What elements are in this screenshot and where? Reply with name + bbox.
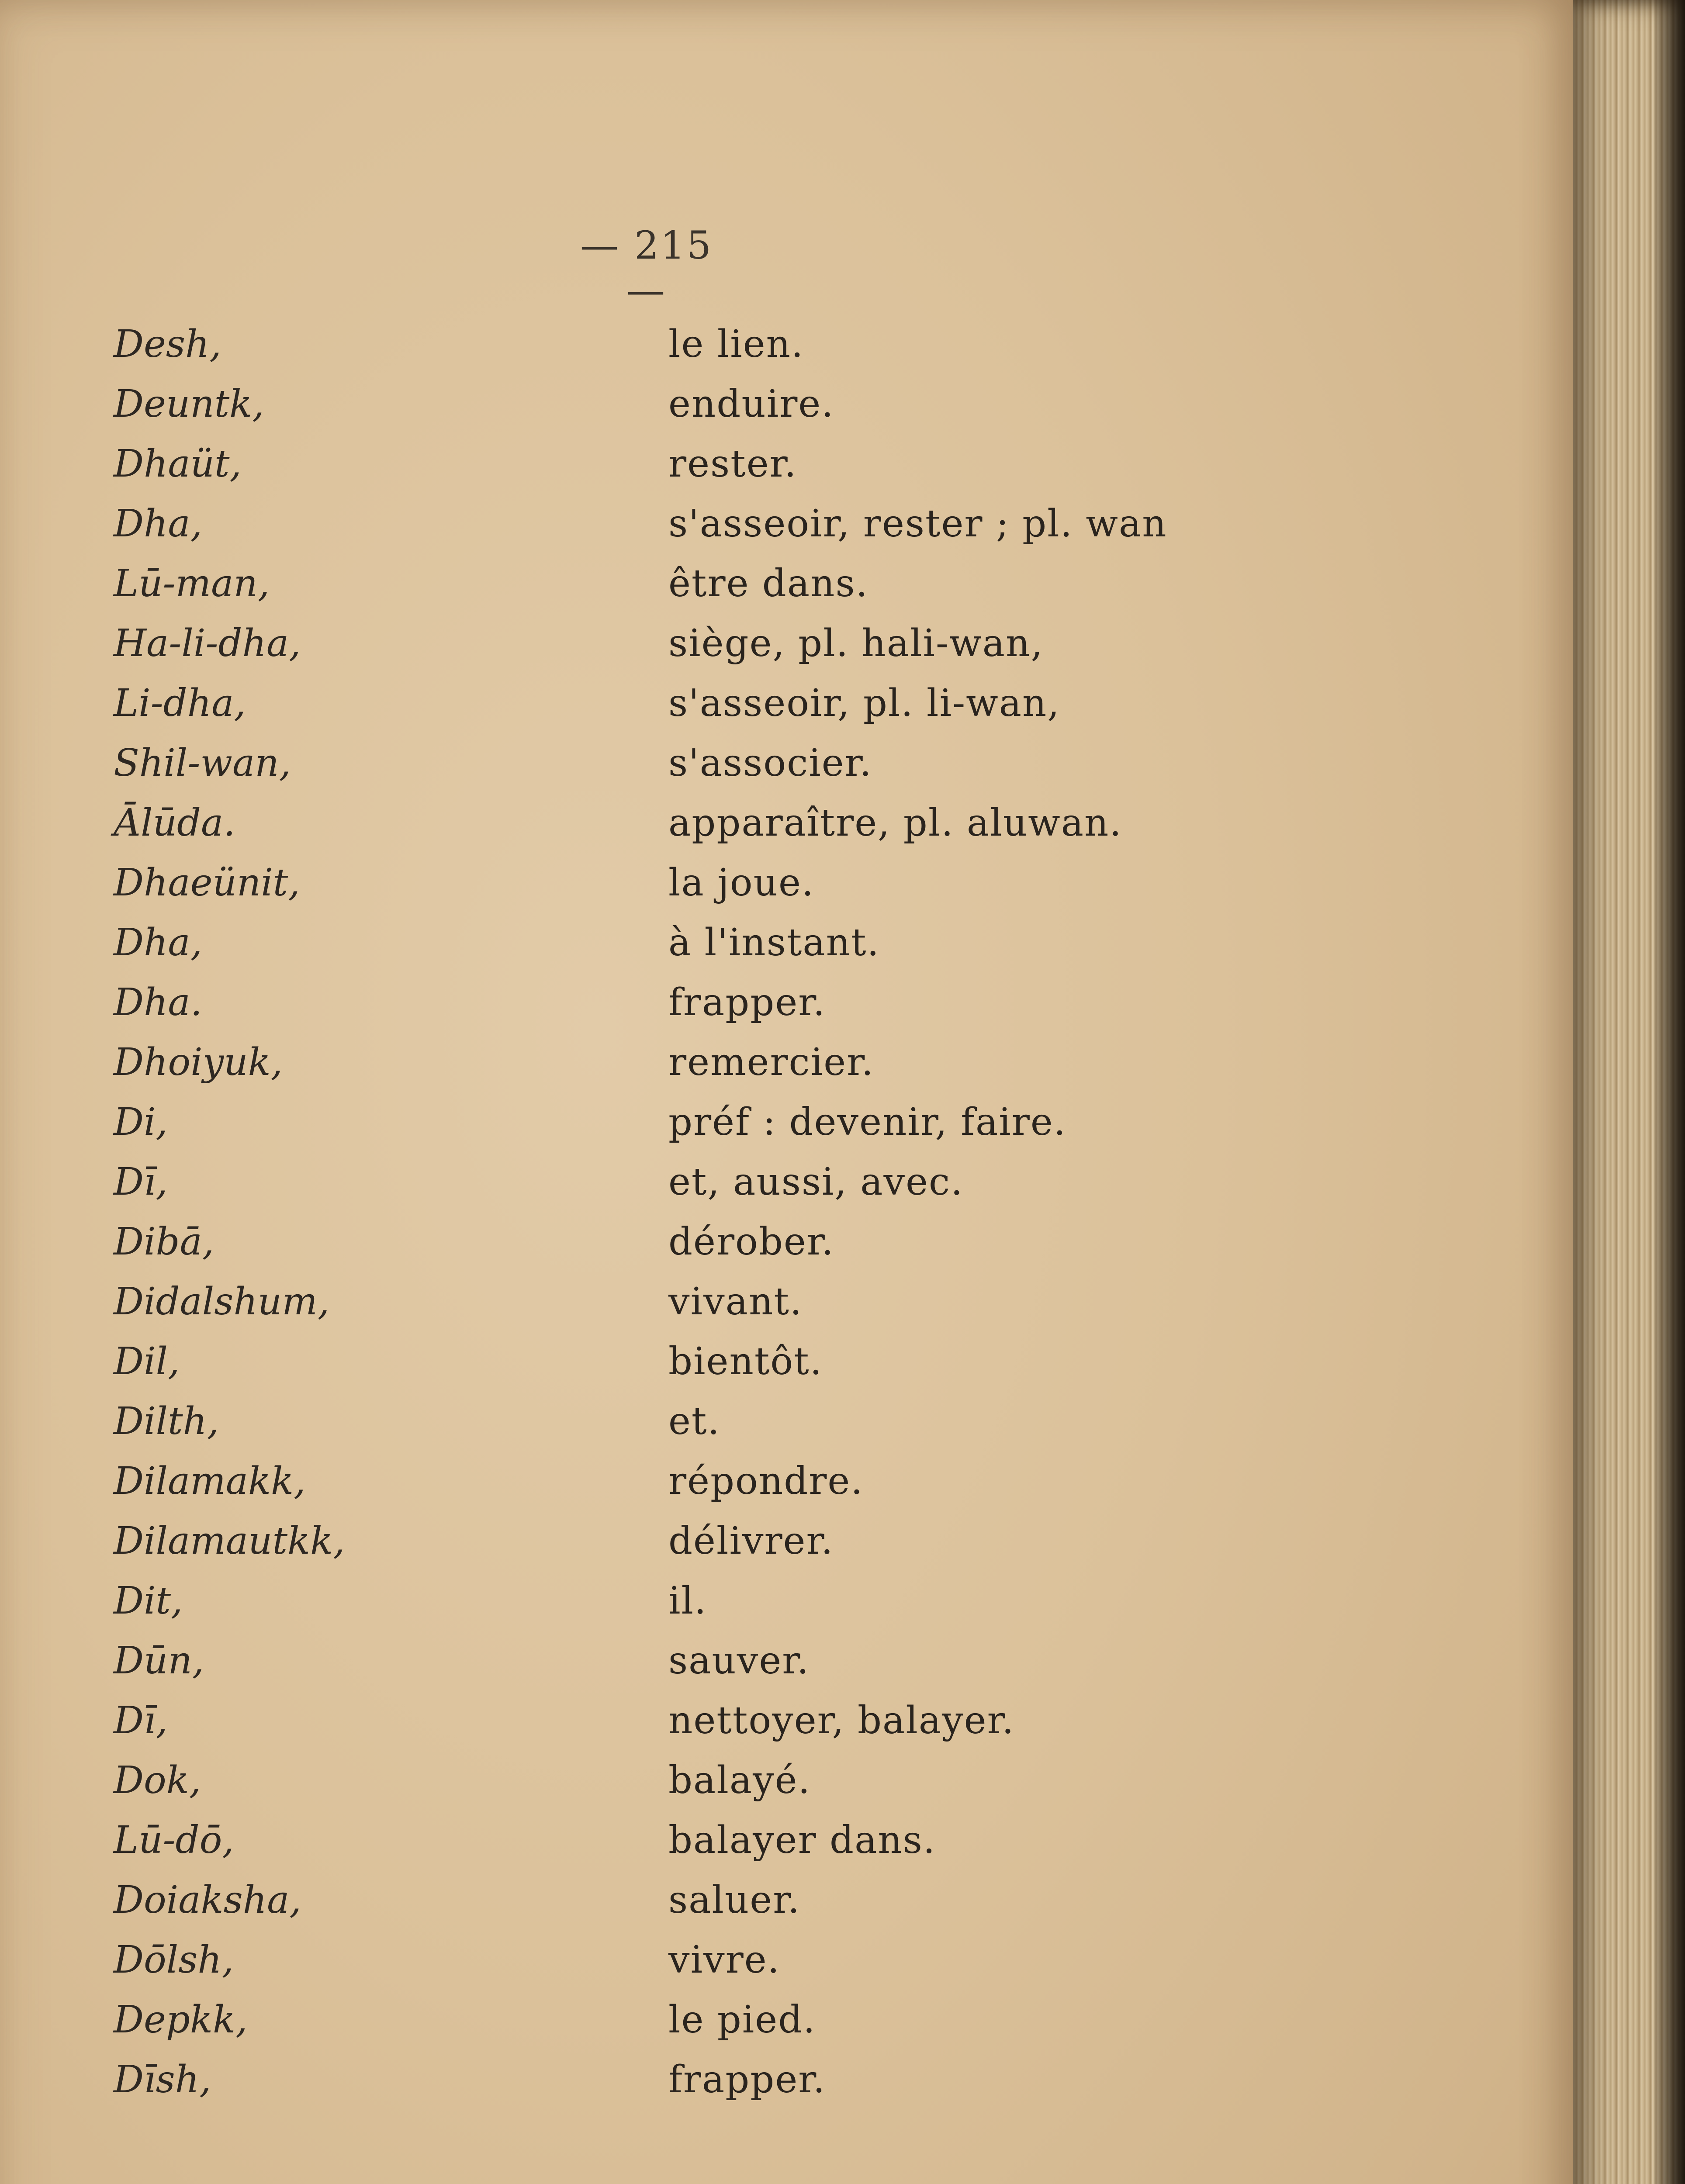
dictionary-entry <box>114 1152 1468 1212</box>
dictionary-entry <box>114 374 1468 434</box>
entry-definition: frapper. <box>668 981 826 1024</box>
entry-term: Dhaeünit, <box>114 861 300 905</box>
entry-definition: s'asseoir, pl. li-wan, <box>668 681 1060 725</box>
entry-definition: bientôt. <box>668 1340 823 1383</box>
dictionary-entry <box>114 1212 1468 1272</box>
entry-definition: il. <box>668 1579 707 1623</box>
entry-definition: remercier. <box>668 1040 875 1084</box>
entry-definition: enduire. <box>668 382 834 426</box>
entry-term: Dit, <box>114 1579 183 1623</box>
entry-definition: s'asseoir, rester ; pl. wan <box>668 502 1167 546</box>
dictionary-entry <box>114 793 1468 853</box>
entry-term: Dilamakk, <box>114 1459 306 1503</box>
entry-term: Dhoiyuk, <box>114 1040 283 1084</box>
entry-term: Dōlsh, <box>114 1938 234 1982</box>
dictionary-entry <box>114 1511 1468 1571</box>
entry-definition: le lien. <box>668 322 804 366</box>
entry-definition: s'associer. <box>668 741 872 785</box>
entry-definition: vivre. <box>668 1938 781 1982</box>
entry-term: Dī, <box>114 1160 168 1204</box>
entry-term: Dīsh, <box>114 2058 211 2101</box>
entry-term: Dī, <box>114 1699 168 1742</box>
entry-definition: sauver. <box>668 1639 810 1683</box>
dictionary-entries <box>114 314 1468 2110</box>
entry-definition: vivant. <box>668 1280 803 1324</box>
dictionary-entry <box>114 554 1468 614</box>
entry-term: Dha. <box>114 981 202 1024</box>
dictionary-entry <box>114 1870 1468 1930</box>
entry-definition: frapper. <box>668 2058 826 2101</box>
entry-definition: et, aussi, avec. <box>668 1160 964 1204</box>
dictionary-entry <box>114 434 1468 494</box>
entry-definition: à l'instant. <box>668 921 880 964</box>
entry-term: Li-dha, <box>114 681 246 725</box>
dictionary-entry <box>114 1691 1468 1751</box>
entry-definition: la joue. <box>668 861 815 905</box>
entry-term: Lū-man, <box>114 562 270 605</box>
entry-term: Dūn, <box>114 1639 204 1683</box>
entry-definition: être dans. <box>668 562 868 605</box>
entry-term: Dibā, <box>114 1220 215 1264</box>
dictionary-entry <box>114 314 1468 374</box>
entry-definition: nettoyer, balayer. <box>668 1699 1015 1742</box>
dictionary-entry <box>114 674 1468 733</box>
entry-definition: dérober. <box>668 1220 834 1264</box>
entry-definition: et. <box>668 1400 720 1443</box>
entry-term: Ha-li-dha, <box>114 622 301 665</box>
entry-term: Ālūda. <box>114 801 235 845</box>
entry-definition: balayé. <box>668 1759 811 1802</box>
entry-definition: apparaître, pl. aluwan. <box>668 801 1122 845</box>
dictionary-entry <box>114 1751 1468 1811</box>
entry-definition: rester. <box>668 442 797 486</box>
dictionary-entry <box>114 494 1468 554</box>
entry-definition: le pied. <box>668 1998 816 2042</box>
entry-definition: saluer. <box>668 1878 801 1922</box>
entry-term: Deuntk, <box>114 382 264 426</box>
entry-term: Depkk, <box>114 1998 248 2042</box>
page-number: — 215 — <box>580 223 713 313</box>
dictionary-entry <box>114 1631 1468 1691</box>
entry-term: Dhaüt, <box>114 442 242 486</box>
dictionary-entry <box>114 1990 1468 2050</box>
entry-definition: balayer dans. <box>668 1818 936 1862</box>
entry-term: Dil, <box>114 1340 180 1383</box>
entry-definition: préf : devenir, faire. <box>668 1100 1067 1144</box>
dictionary-entry <box>114 733 1468 793</box>
entry-definition: délivrer. <box>668 1519 834 1563</box>
entry-term: Dha, <box>114 502 202 546</box>
dictionary-entry <box>114 853 1468 913</box>
entry-definition: siège, pl. hali-wan, <box>668 622 1044 665</box>
entry-term: Dok, <box>114 1759 201 1802</box>
dictionary-entry <box>114 1092 1468 1152</box>
entry-definition: répondre. <box>668 1459 864 1503</box>
entry-term: Shil-wan, <box>114 741 291 785</box>
book-page-edges <box>1573 0 1685 2184</box>
entry-term: Desh, <box>114 322 221 366</box>
dictionary-entry <box>114 1571 1468 1631</box>
entry-term: Di, <box>114 1100 168 1144</box>
dictionary-entry <box>114 1392 1468 1451</box>
dictionary-entry <box>114 1332 1468 1392</box>
dictionary-entry <box>114 1033 1468 1092</box>
entry-term: Dha, <box>114 921 202 964</box>
dictionary-entry <box>114 2050 1468 2110</box>
dictionary-entry <box>114 973 1468 1033</box>
dictionary-entry <box>114 1811 1468 1870</box>
entry-term: Didalshum, <box>114 1280 330 1324</box>
dictionary-entry <box>114 1930 1468 1990</box>
entry-term: Dilamautkk, <box>114 1519 345 1563</box>
dictionary-entry <box>114 913 1468 973</box>
entry-term: Doiaksha, <box>114 1878 301 1922</box>
dictionary-entry <box>114 614 1468 674</box>
entry-term: Lū-dō, <box>114 1818 234 1862</box>
entry-term: Dilth, <box>114 1400 219 1443</box>
dictionary-entry <box>114 1451 1468 1511</box>
dictionary-entry <box>114 1272 1468 1332</box>
